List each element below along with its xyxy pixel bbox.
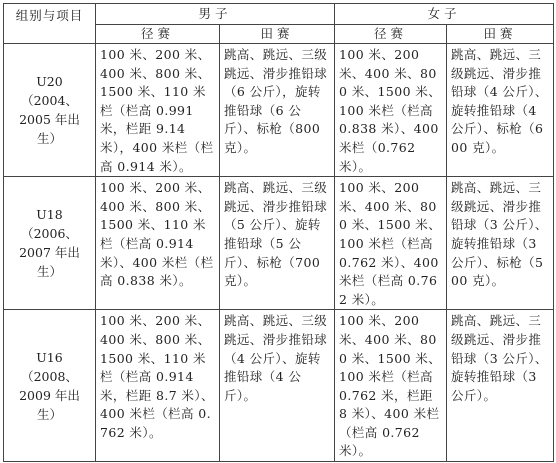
female-field-events: 跳高、跳远、三级跳远、滑步推铅球（4 公斤）、旋转推铅球（4 公斤）、标枪（600 克）。	[447, 44, 554, 177]
female-track-header: 径赛	[335, 25, 447, 44]
table-row	[4, 44, 554, 177]
male-track-header: 径赛	[96, 25, 220, 44]
table-row	[4, 310, 554, 462]
group-label: U18 （2006、 2007 年出 生）	[19, 207, 80, 280]
male-header: 男子	[96, 4, 335, 25]
male-track-events: 100 米、200 米、400 米、800 米、1500 米、110 米栏（栏高 0.914 米）、400 米栏（栏高 0.838 米）。	[96, 177, 220, 310]
female-track-events: 100 米、200 米、400 米、800 米、1500 米、100 米栏（栏高 0.762 米）、400 米栏（栏高 0.762 米）。	[335, 177, 447, 310]
group-u16	[4, 310, 96, 462]
female-track-events: 100 米、200 米、400 米、800 米、1500 米、100 米栏（栏高 0.838 米）、400 米栏（0.762 米）。	[335, 44, 447, 177]
male-track-events: 100 米、200 米、400 米、800 米、1500 米、110 米栏（栏高 0.914 米，栏距 8.7 米）、400 米栏（栏高 0.762 米）。	[96, 310, 220, 462]
group-u18	[4, 177, 96, 310]
male-field-header: 田赛	[220, 25, 335, 44]
male-track-events: 100 米、200 米、400 米、800 米、1500 米、110 米栏（栏高 0.991 米，栏距 9.14 米），400 米栏（栏高 0.914 米）。	[96, 44, 220, 177]
group-u20	[4, 44, 96, 177]
group-event-header: 组别与项目	[4, 4, 96, 44]
female-field-events: 跳高、跳远、三级跳远、滑步推铅球（3 公斤）、旋转推铅球（3 公斤）。	[447, 310, 554, 462]
female-field-header: 田赛	[447, 25, 554, 44]
male-field-events: 跳高、跳远、三级跳远、滑步推铅球（5 公斤）、旋转推铅球（5 公斤）、标枪（700 克）。	[220, 177, 335, 310]
female-field-events: 跳高、跳远、三级跳远、滑步推铅球（3 公斤）、旋转推铅球（3 公斤）、标枪（500 克）。	[447, 177, 554, 310]
group-label: U20 （2004、 2005 年出 生）	[19, 74, 80, 147]
male-field-events: 跳高、跳远、三级跳远、滑步推铅球（4 公斤）、旋转推铅球（4 公斤）。	[220, 310, 335, 462]
female-header: 女子	[335, 4, 554, 25]
female-track-events: 100 米、200 米、400 米、800 米、1500 米、100 米栏（栏高 0.762 米，栏距 8 米）、400 米栏（栏高 0.762 米）。	[335, 310, 447, 462]
events-table	[3, 3, 554, 462]
group-label: U16 （2008、 2009 年出 生）	[19, 349, 80, 422]
table-row	[4, 177, 554, 310]
male-field-events: 跳高、跳远、三级跳远、滑步推铅球（6 公斤），旋转推铅球（6 公斤）、标枪（800 克）。	[220, 44, 335, 177]
